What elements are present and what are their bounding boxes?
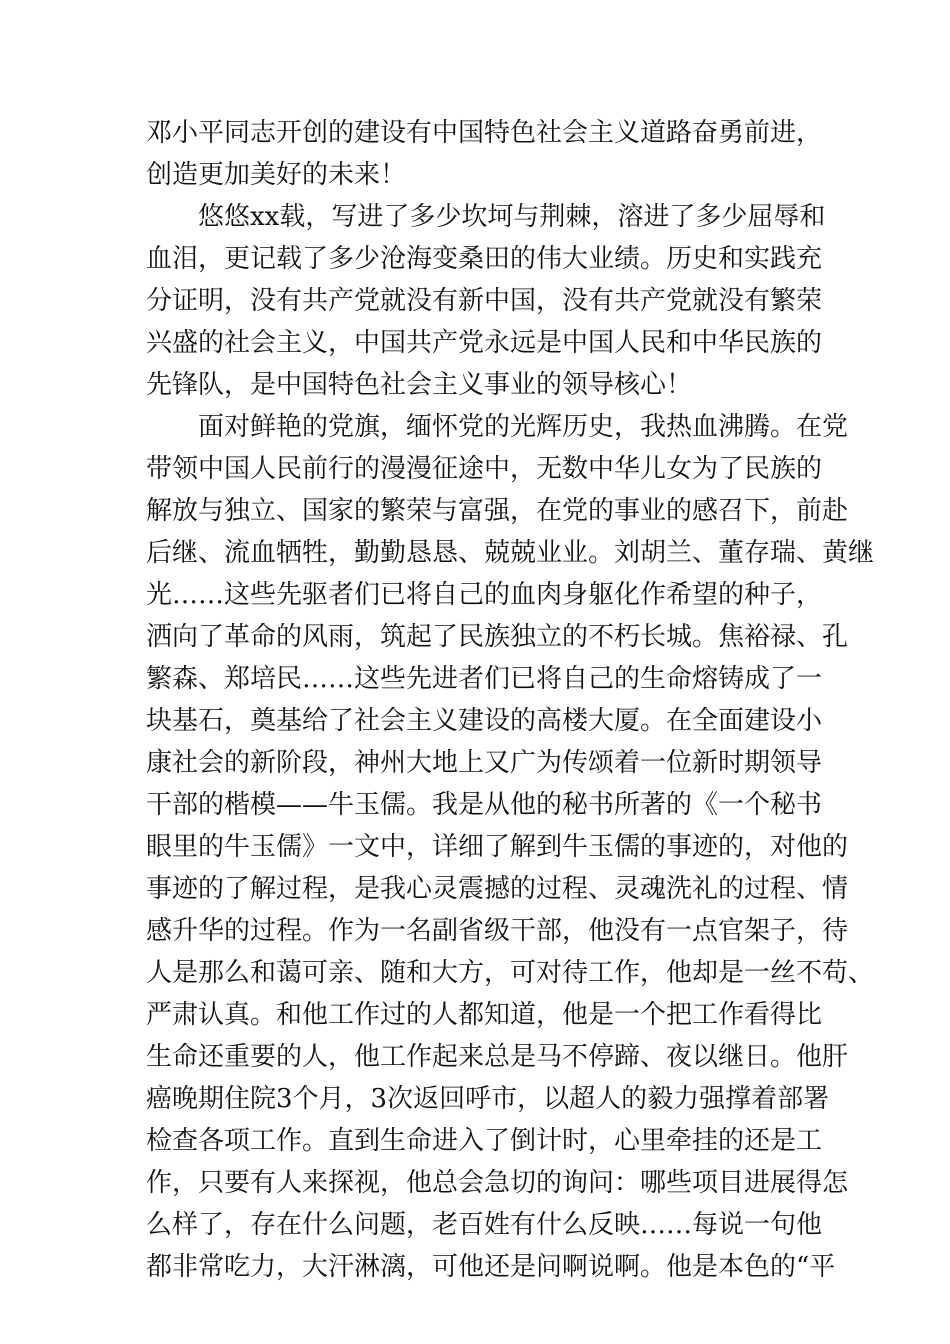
text-line: 作，只要有人来探视，他总会急切的询问：哪些项目进展得怎	[146, 1168, 849, 1198]
text-line: 眼里的牛玉儒》一文中，详细了解到牛玉儒的事迹的，对他的	[146, 832, 849, 862]
text-line: 邓小平同志开创的建设有中国特色社会主义道路奋勇前进，	[146, 118, 823, 148]
text-line: 事迹的了解过程，是我心灵震撼的过程、灵魂洗礼的过程、情	[146, 874, 849, 904]
text-line: 后继、流血牺牲，勤勤恳恳、兢兢业业。刘胡兰、董存瑞、黄继	[146, 538, 875, 568]
text-line: 生命还重要的人，他工作起来总是马不停蹄、夜以继日。他肝	[146, 1042, 849, 1072]
text-line: 分证明，没有共产党就没有新中国，没有共产党就没有繁荣	[146, 286, 823, 316]
text-line: 人是那么和蔼可亲、随和大方，可对待工作，他却是一丝不苟、	[146, 958, 875, 988]
text-line: 感升华的过程。作为一名副省级干部，他没有一点官架子，待	[146, 916, 849, 946]
text-line: 检查各项工作。直到生命进入了倒计时，心里牵挂的还是工	[146, 1126, 823, 1156]
text-line: 先锋队，是中国特色社会主义事业的领导核心！	[146, 370, 693, 400]
text-line: 块基石，奠基给了社会主义建设的高楼大厦。在全面建设小	[146, 706, 823, 736]
text-line: 干部的楷模——牛玉儒。我是从他的秘书所著的《一个秘书	[146, 790, 823, 820]
body-text	[146, 112, 875, 1288]
text-line: 悠悠xx载，写进了多少坎坷与荆棘，溶进了多少屈辱和	[146, 202, 826, 232]
text-line: 严肃认真。和他工作过的人都知道，他是一个把工作看得比	[146, 1000, 823, 1030]
text-line: 兴盛的社会主义，中国共产党永远是中国人民和中华民族的	[146, 328, 823, 358]
text-line: 解放与独立、国家的繁荣与富强，在党的事业的感召下，前赴	[146, 496, 849, 526]
text-line: 带领中国人民前行的漫漫征途中，无数中华儿女为了民族的	[146, 454, 823, 484]
text-line: 创造更加美好的未来！	[146, 160, 407, 190]
text-line: 康社会的新阶段，神州大地上又广为传颂着一位新时期领导	[146, 748, 823, 778]
text-line: 都非常吃力，大汗淋漓，可他还是问啊说啊。他是本色的“平	[146, 1252, 836, 1282]
text-line: 洒向了革命的风雨，筑起了民族独立的不朽长城。焦裕禄、孔	[146, 622, 849, 652]
text-line: 血泪，更记载了多少沧海变桑田的伟大业绩。历史和实践充	[146, 244, 823, 274]
text-line: 光……这些先驱者们已将自己的血肉身躯化作希望的种子，	[146, 580, 823, 610]
text-line: 癌晚期住院3个月，3次返回呼市，以超人的毅力强撑着部署	[146, 1084, 830, 1114]
text-line: 繁森、郑培民……这些先进者们已将自己的生命熔铸成了一	[146, 664, 823, 694]
text-line: 么样了，存在什么问题，老百姓有什么反映……每说一句他	[146, 1210, 823, 1240]
text-line: 面对鲜艳的党旗，缅怀党的光辉历史，我热血沸腾。在党	[146, 412, 849, 442]
